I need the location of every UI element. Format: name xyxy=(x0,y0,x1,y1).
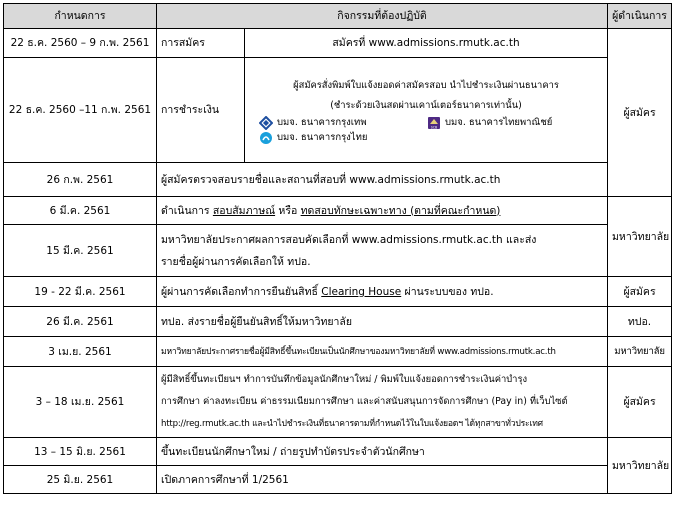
header-row xyxy=(4,4,672,29)
date-cell: 15 มี.ค. 2561 xyxy=(4,225,157,277)
table-row xyxy=(4,197,672,225)
activity-text: ดำเนินการ xyxy=(161,204,213,217)
payment-line-2: (ชำระด้วยเงินสดผ่านเคาน์เตอร์ธนาคารเท่านั้น) xyxy=(330,99,522,111)
activity-cell: ผู้สมัครตรวจสอบรายชื่อและสถานที่สอบที่ www.admissions.rmutk.ac.th xyxy=(157,163,608,197)
activity-text: ผ่านระบบของ ทปอ. xyxy=(401,285,494,298)
table-row xyxy=(4,58,672,163)
activity-cell xyxy=(157,197,608,225)
scb-icon xyxy=(427,116,441,130)
operator-cell: ผู้สมัคร xyxy=(608,277,672,307)
krungthai-bank-icon xyxy=(259,131,273,145)
label-cell: การชำระเงิน xyxy=(157,58,245,163)
operator-cell: ผู้สมัคร xyxy=(608,29,672,197)
operator-cell: มหาวิทยาลัย xyxy=(608,197,672,277)
bank-name: บมจ. ธนาคารกรุงไทย xyxy=(277,131,368,143)
interview-link[interactable]: สอบสัมภาษณ์ xyxy=(212,204,276,217)
date-cell: 13 – 15 มิ.ย. 2561 xyxy=(4,438,157,466)
activity-text: ผู้ผ่านการคัดเลือกทำการยืนยันสิทธิ์ xyxy=(161,285,322,298)
operator-cell: ทปอ. xyxy=(608,307,672,337)
date-cell: 22 ธ.ค. 2560 – 9 ก.พ. 2561 xyxy=(4,29,157,58)
date-cell: 26 ก.พ. 2561 xyxy=(4,163,157,197)
activity-line-1: ผู้มีสิทธิ์ขึ้นทะเบียนฯ ทำการบันทึกข้อมูลนักศึกษาใหม่ / พิมพ์ใบแจ้งยอดการชำระเงินค่าบำรุง xyxy=(161,374,528,385)
table-row xyxy=(4,163,672,197)
activity-cell xyxy=(157,225,608,277)
operator-cell: มหาวิทยาลัย xyxy=(608,337,672,367)
activity-text: หรือ xyxy=(275,204,301,217)
table-row xyxy=(4,466,672,494)
header-date: กำหนดการ xyxy=(4,4,157,29)
date-cell: 19 - 22 มี.ค. 2561 xyxy=(4,277,157,307)
label-cell: การสมัคร xyxy=(157,29,245,58)
activity-line-3: http://reg.rmutk.ac.th และนำไปชำระเงินที่ธนาคารตามที่กำหนดไว้ในใบแจ้งยอดฯ ได้ทุกสาขาทั่วประเทศ xyxy=(161,419,543,429)
date-cell: 22 ธ.ค. 2560 –11 ก.พ. 2561 xyxy=(4,58,157,163)
table-row xyxy=(4,337,672,367)
activity-line-2: การศึกษา ค่าลงทะเบียน ค่าธรรมเนียมการศึกษา และค่าสนับสนุนการจัดการศึกษา (Pay in) ที่เว็บไซต์ xyxy=(161,396,568,407)
table-row xyxy=(4,29,672,58)
activity-cell: มหาวิทยาลัยประกาศรายชื่อผู้มีสิทธิ์ขึ้นทะเบียนเป็นนักศึกษาของมหาวิทยาลัยที่ www.admissions.rmutk.ac.th xyxy=(157,337,608,367)
bank-list xyxy=(259,116,603,145)
date-cell: 3 เม.ย. 2561 xyxy=(4,337,157,367)
bank-name: บมจ. ธนาคารกรุงเทพ xyxy=(277,116,367,128)
activity-cell xyxy=(157,277,608,307)
date-cell: 25 มิ.ย. 2561 xyxy=(4,466,157,494)
table-row xyxy=(4,277,672,307)
table-row xyxy=(4,438,672,466)
bangkok-bank-icon xyxy=(259,116,273,130)
schedule-table xyxy=(3,3,672,494)
clearing-house-link[interactable]: Clearing House xyxy=(321,285,402,298)
skill-test-link[interactable]: ทดสอบทักษะเฉพาะทาง (ตามที่คณะกำหนด) xyxy=(300,204,501,217)
scb-logo-text: SCB xyxy=(430,125,438,130)
activity-cell xyxy=(157,367,608,438)
date-cell: 26 มี.ค. 2561 xyxy=(4,307,157,337)
header-activity: กิจกรรมที่ต้องปฏิบัติ xyxy=(157,4,608,29)
activity-cell: ขึ้นทะเบียนนักศึกษาใหม่ / ถ่ายรูปทำบัตรประจำตัวนักศึกษา xyxy=(157,438,608,466)
activity-cell: ทปอ. ส่งรายชื่อผู้ยืนยันสิทธิ์ให้มหาวิทยาลัย xyxy=(157,307,608,337)
activity-cell xyxy=(245,58,608,163)
table-row xyxy=(4,225,672,277)
header-operator: ผู้ดำเนินการ xyxy=(608,4,672,29)
date-cell: 3 – 18 เม.ย. 2561 xyxy=(4,367,157,438)
payment-line-1: ผู้สมัครสั่งพิมพ์ใบแจ้งยอดค่าสมัครสอบ นำไปชำระเงินผ่านธนาคาร xyxy=(293,79,559,91)
table-row xyxy=(4,367,672,438)
bank-name: บมจ. ธนาคารไทยพาณิชย์ xyxy=(445,116,553,128)
activity-line-2: รายชื่อผู้ผ่านการคัดเลือกให้ ทปอ. xyxy=(161,255,311,268)
activity-line-1: มหาวิทยาลัยประกาศผลการสอบคัดเลือกที่ www.admissions.rmutk.ac.th และส่ง xyxy=(161,233,537,246)
activity-cell: เปิดภาคการศึกษาที่ 1/2561 xyxy=(157,466,608,494)
table-row xyxy=(4,307,672,337)
operator-cell: มหาวิทยาลัย xyxy=(608,438,672,494)
activity-cell: สมัครที่ www.admissions.rmutk.ac.th xyxy=(245,29,608,58)
operator-cell: ผู้สมัคร xyxy=(608,367,672,438)
date-cell: 6 มี.ค. 2561 xyxy=(4,197,157,225)
